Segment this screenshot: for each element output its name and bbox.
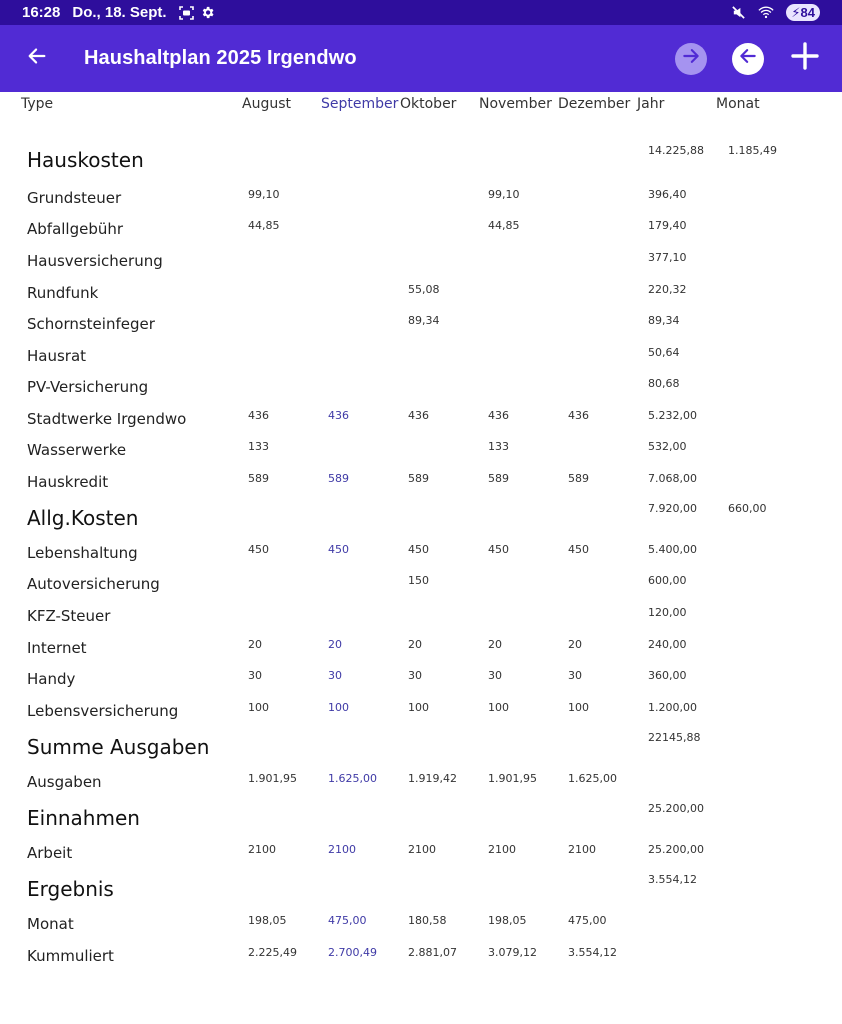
jahr-value: 240,00 — [648, 638, 687, 651]
table-row[interactable] — [0, 439, 842, 471]
month-value: 2100 — [488, 843, 516, 856]
section-label: Ergebnis — [27, 877, 114, 901]
header-month-selected[interactable]: September — [321, 96, 399, 112]
month-value: 44,85 — [488, 219, 520, 232]
month-value: 589 — [248, 472, 269, 485]
mute-icon — [730, 5, 746, 21]
month-value: 1.901,95 — [248, 772, 297, 785]
month-value: 436 — [568, 409, 589, 422]
month-value: 89,34 — [408, 314, 440, 327]
jahr-value: 7.920,00 — [648, 502, 697, 515]
table-row[interactable] — [0, 945, 842, 977]
row-label: Lebensversicherung — [27, 702, 179, 720]
table-row[interactable] — [0, 605, 842, 637]
section-row — [0, 802, 842, 838]
month-value: 1.901,95 — [488, 772, 537, 785]
month-value: 150 — [408, 574, 429, 587]
month-value: 436 — [408, 409, 429, 422]
jahr-value: 25.200,00 — [648, 802, 704, 815]
month-value: 180,58 — [408, 914, 447, 927]
month-value: 475,00 — [328, 914, 367, 927]
next-month-button[interactable] — [675, 43, 707, 75]
jahr-value: 600,00 — [648, 574, 687, 587]
table-row[interactable] — [0, 637, 842, 669]
table-row[interactable] — [0, 345, 842, 377]
month-value: 2100 — [408, 843, 436, 856]
jahr-value: 80,68 — [648, 377, 680, 390]
row-label: Hausrat — [27, 347, 87, 365]
month-value: 1.625,00 — [568, 772, 617, 785]
row-label: Kummuliert — [27, 947, 114, 965]
month-value: 2100 — [248, 843, 276, 856]
table-row[interactable] — [0, 771, 842, 803]
jahr-value: 1.200,00 — [648, 701, 697, 714]
row-label: Lebenshaltung — [27, 544, 138, 562]
add-button[interactable] — [788, 42, 822, 76]
jahr-value: 360,00 — [648, 669, 687, 682]
row-label: Abfallgebühr — [27, 220, 124, 238]
app-bar — [0, 25, 842, 92]
header-jahr: Jahr — [637, 96, 665, 112]
month-value: 436 — [328, 409, 349, 422]
month-value: 198,05 — [248, 914, 287, 927]
header-month[interactable]: Oktober — [400, 96, 457, 112]
table-row[interactable] — [0, 282, 842, 314]
table-row[interactable] — [0, 471, 842, 503]
jahr-value: 179,40 — [648, 219, 687, 232]
jahr-value: 22145,88 — [648, 731, 701, 744]
month-value: 100 — [248, 701, 269, 714]
table-row[interactable] — [0, 913, 842, 945]
row-label: Internet — [27, 639, 87, 657]
table-row[interactable] — [0, 218, 842, 250]
month-value: 436 — [488, 409, 509, 422]
table-row[interactable] — [0, 668, 842, 700]
month-value: 2.225,49 — [248, 946, 297, 959]
header-month[interactable]: August — [242, 96, 291, 112]
month-value: 589 — [328, 472, 349, 485]
row-label: Monat — [27, 915, 74, 933]
jahr-value: 377,10 — [648, 251, 687, 264]
wifi-icon — [758, 5, 774, 21]
month-value: 30 — [568, 669, 582, 682]
jahr-value: 89,34 — [648, 314, 680, 327]
section-row — [0, 144, 842, 180]
month-value: 100 — [408, 701, 429, 714]
jahr-value: 5.400,00 — [648, 543, 697, 556]
gear-icon — [200, 5, 216, 21]
month-value: 30 — [248, 669, 262, 682]
header-monat: Monat — [716, 96, 760, 112]
month-value: 44,85 — [248, 219, 280, 232]
row-label: Arbeit — [27, 844, 73, 862]
row-label: Ausgaben — [27, 773, 102, 791]
section-label: Hauskosten — [27, 148, 144, 172]
month-value: 30 — [408, 669, 422, 682]
month-value: 589 — [568, 472, 589, 485]
table-row[interactable] — [0, 408, 842, 440]
month-value: 589 — [408, 472, 429, 485]
month-value: 475,00 — [568, 914, 607, 927]
month-value: 589 — [488, 472, 509, 485]
month-value: 1.625,00 — [328, 772, 377, 785]
previous-icon — [738, 46, 758, 71]
battery-level: 84 — [800, 5, 815, 20]
row-label: Handy — [27, 670, 76, 688]
previous-month-button[interactable] — [732, 43, 764, 75]
section-label: Summe Ausgaben — [27, 735, 210, 759]
month-value: 20 — [408, 638, 422, 651]
month-value: 3.079,12 — [488, 946, 537, 959]
month-value: 450 — [488, 543, 509, 556]
table-row[interactable] — [0, 573, 842, 605]
month-value: 20 — [488, 638, 502, 651]
row-label: Hausversicherung — [27, 252, 163, 270]
section-row — [0, 731, 842, 767]
jahr-value: 220,32 — [648, 283, 687, 296]
table-row[interactable] — [0, 313, 842, 345]
month-value: 3.554,12 — [568, 946, 617, 959]
jahr-value: 5.232,00 — [648, 409, 697, 422]
jahr-value: 396,40 — [648, 188, 687, 201]
month-value: 133 — [488, 440, 509, 453]
jahr-value: 25.200,00 — [648, 843, 704, 856]
month-value: 2.700,49 — [328, 946, 377, 959]
month-value: 450 — [328, 543, 349, 556]
jahr-value: 50,64 — [648, 346, 680, 359]
month-value: 1.919,42 — [408, 772, 457, 785]
section-label: Allg.Kosten — [27, 506, 139, 530]
table-row[interactable] — [0, 542, 842, 574]
month-value: 99,10 — [248, 188, 280, 201]
month-value: 99,10 — [488, 188, 520, 201]
row-label: Rundfunk — [27, 284, 99, 302]
monat-value: 660,00 — [728, 502, 767, 515]
month-value: 100 — [488, 701, 509, 714]
header-month[interactable]: November — [479, 96, 552, 112]
jahr-value: 3.554,12 — [648, 873, 697, 886]
row-label: Grundsteuer — [27, 189, 122, 207]
month-value: 2100 — [568, 843, 596, 856]
monat-value: 1.185,49 — [728, 144, 777, 157]
arrow-left-icon — [26, 45, 48, 72]
month-value: 20 — [328, 638, 342, 651]
row-label: Autoversicherung — [27, 575, 160, 593]
month-value: 450 — [248, 543, 269, 556]
jahr-value: 120,00 — [648, 606, 687, 619]
month-value: 100 — [328, 701, 349, 714]
row-label: KFZ-Steuer — [27, 607, 111, 625]
month-value: 436 — [248, 409, 269, 422]
table-row[interactable] — [0, 842, 842, 874]
row-label: PV-Versicherung — [27, 378, 149, 396]
month-value: 100 — [568, 701, 589, 714]
table-row[interactable] — [0, 187, 842, 219]
month-value: 2100 — [328, 843, 356, 856]
table-row[interactable] — [0, 250, 842, 282]
row-label: Hauskredit — [27, 473, 109, 491]
month-value: 30 — [488, 669, 502, 682]
month-value: 55,08 — [408, 283, 440, 296]
page-title: Haushaltplan 2025 Irgendwo — [84, 47, 357, 69]
jahr-value: 532,00 — [648, 440, 687, 453]
month-value: 450 — [408, 543, 429, 556]
section-label: Einnahmen — [27, 806, 140, 830]
month-value: 30 — [328, 669, 342, 682]
month-value: 133 — [248, 440, 269, 453]
status-date: Do., 18. Sept. — [72, 4, 167, 21]
status-bar — [0, 0, 842, 25]
next-icon — [681, 46, 701, 71]
header-type: Type — [21, 96, 54, 112]
table-row[interactable] — [0, 376, 842, 408]
section-row — [0, 873, 842, 909]
month-value: 2.881,07 — [408, 946, 457, 959]
table-row[interactable] — [0, 700, 842, 732]
jahr-value: 14.225,88 — [648, 144, 704, 157]
row-label: Wasserwerke — [27, 441, 127, 459]
battery-icon: ⚡84 — [786, 4, 820, 21]
header-month[interactable]: Dezember — [558, 96, 631, 112]
month-value: 450 — [568, 543, 589, 556]
status-time: 16:28 — [22, 4, 61, 21]
jahr-value: 7.068,00 — [648, 472, 697, 485]
back-button[interactable] — [0, 25, 74, 92]
row-label: Schornsteinfeger — [27, 315, 155, 333]
add-icon — [791, 42, 819, 75]
month-value: 20 — [568, 638, 582, 651]
section-row — [0, 502, 842, 538]
row-label: Stadtwerke Irgendwo — [27, 410, 187, 428]
month-value: 198,05 — [488, 914, 527, 927]
screenshot-icon — [179, 5, 195, 21]
month-value: 20 — [248, 638, 262, 651]
